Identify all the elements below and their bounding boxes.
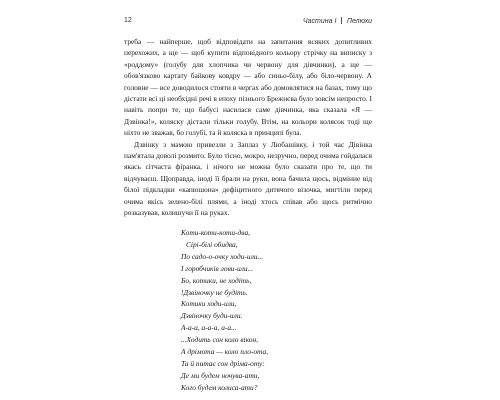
page-number: 12	[124, 17, 132, 24]
poem-line: А-а-а, а-а-а, а-а...	[181, 323, 237, 333]
poem-line: Сірі-білі обидва,	[186, 239, 238, 249]
poem-line: Де ми будем ночува-ати,	[181, 370, 260, 380]
poem-line: !Дзвіночку не будіть.	[181, 287, 248, 297]
body-text	[124, 36, 372, 219]
poem-line: І горобчиків лови-или...	[181, 263, 254, 273]
running-head-part: Частина І	[302, 18, 337, 25]
poem-line: Кого будем колиса-ати?	[181, 382, 258, 392]
poem-line: А дрімота — коло пло-ота,	[181, 347, 269, 357]
poem-line: Коти-коти-коти-два,	[181, 228, 250, 237]
poem-line: По садо-о-очку ходи-или...	[181, 251, 264, 261]
paragraph-1: треба — найперше, щоб відповідати на запитання всяких допитливих перехожих, а ще — щоб купити відповідного кольору стрічку на виписку з «роддому» (голубу для хлопчика чи червону для дівчинки), а ще — обов'язково картату байкову ковдру — або синьо-білу, або біло-червону. А головне — все доводилося стояти в чергах або домовлятися на базах, тому що дістати всі ці необхідні речі в епоху пізнього Брежнєва було зовсім непросто. І навіть попри те, що бабусі насилася саме дівчинка, яка сказала «Я — Дзвінка!», коляску дістали тільки голубу. Втім, на кольори колясок тоді ще ніхто не зважав, бо голубі, та й коляска в принципі була.	[124, 37, 372, 138]
poem-line: ...Ходить сон коло вікон,	[181, 335, 258, 345]
poem-line: Бо, котики, не ходіть,	[181, 275, 252, 285]
poem-line: Котики ходи-или,	[181, 299, 237, 309]
paragraph-2: Дзвінку з мамою привезли з Заплаз у Любашівку, і той час Дівінка пам'ятала доволі розмито. Було тісно, мокро, незручно, перед очима гойдалася якась сітчаста фіранка, і нічого не можна було сказати про те, що ти відчуваєш. Щоправда, іноді її брали на руки, вона бачила щось, відмінне від білої підкладки «капюшона» дефіцитного дитячого візочка, мигтіли перед очима якісь зелено-білі плями, а іноді хтось співав або щось ритмічно розказував, колишучи її на руках.	[124, 139, 372, 218]
running-head	[303, 17, 372, 25]
poem-line: Дзвіночку буди-или.	[181, 311, 243, 321]
poem-line: Та й питає сон дріма-оту:	[181, 358, 265, 368]
running-head-separator	[341, 17, 342, 24]
running-head-chapter: Пелюхи	[346, 18, 372, 25]
page-header	[124, 17, 372, 29]
lullaby-poem	[181, 227, 361, 394]
